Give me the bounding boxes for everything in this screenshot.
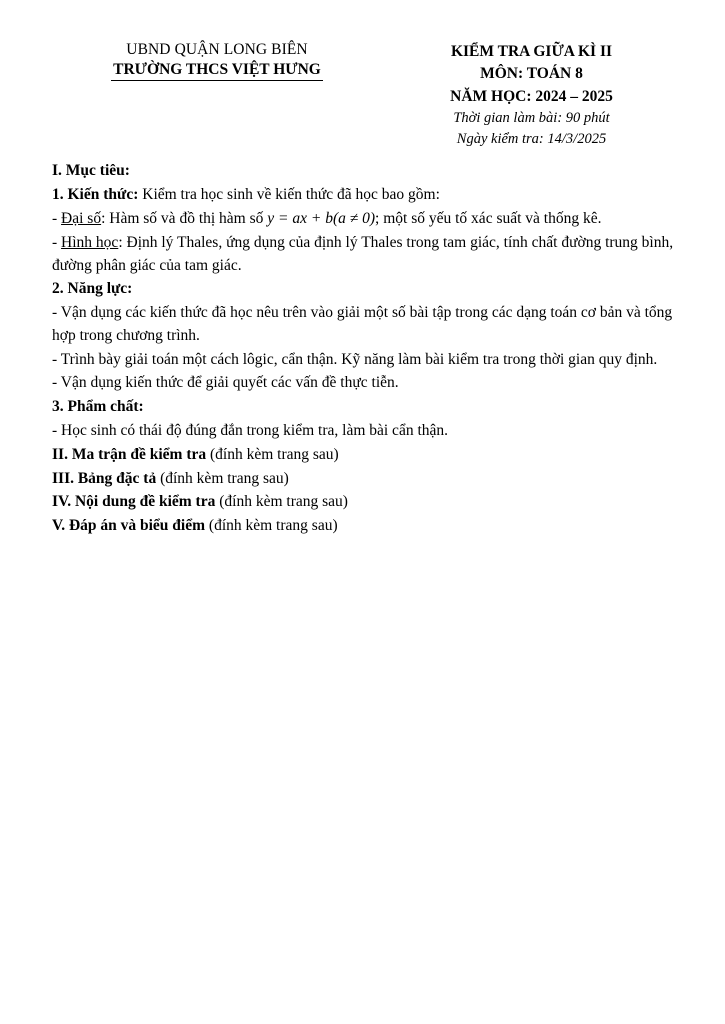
exam-date: Ngày kiểm tra: 14/3/2025 (456, 131, 607, 148)
knowledge-item (52, 184, 681, 207)
section-answers-note: (đính kèm trang sau) (205, 517, 338, 535)
document-body (52, 160, 681, 538)
section-matrix-label: II. Ma trận đề kiểm tra (52, 445, 207, 463)
school-name: TRƯỜNG THCS VIỆT HƯNG (111, 61, 323, 81)
bullet-dash: - (52, 210, 62, 227)
geometry-label: Hình học (61, 233, 119, 251)
competency-label: 2. Năng lực: (52, 280, 133, 298)
section-spec (52, 468, 681, 491)
algebra-text-a: : Hàm số và đồ thị hàm số (101, 210, 268, 227)
issuing-authority: UBND QUẬN LONG BIÊN (126, 41, 308, 58)
document-header (52, 38, 681, 150)
section-content-note: (đính kèm trang sau) (215, 493, 348, 511)
section-matrix (52, 444, 681, 467)
header-right-block (382, 38, 681, 150)
knowledge-label: 1. Kiến thức: (52, 186, 139, 204)
algebra-text-b: ; một số yếu tố xác suất và thống kê. (375, 210, 602, 227)
algebra-bullet (52, 208, 681, 231)
header-left-block (52, 38, 382, 81)
section-matrix-note: (đính kèm trang sau) (206, 445, 339, 463)
exam-subject: MÔN: TOÁN 8 (480, 65, 583, 83)
bullet-dash: - (52, 233, 62, 251)
exam-duration: Thời gian làm bài: 90 phút (453, 110, 610, 127)
geometry-text: : Định lý Thales, ứng dụng của định lý Thales trong tam giác, tính chất đường trung bình, đường phân giác của tam giác. (52, 233, 674, 274)
section-spec-note: (đính kèm trang sau) (156, 469, 289, 487)
section-answers-label: V. Đáp án và biểu điểm (52, 517, 206, 535)
school-year: NĂM HỌC: 2024 – 2025 (450, 87, 613, 105)
section-answers (52, 515, 681, 538)
geometry-bullet (52, 232, 681, 278)
section-spec-label: III. Bảng đặc tả (52, 469, 157, 487)
section-content (52, 491, 681, 514)
knowledge-text: Kiểm tra học sinh về kiến thức đã học bao gồm: (142, 186, 440, 204)
section-objectives-title: I. Mục tiêu: (52, 162, 130, 180)
competency-bullet-1: - Vận dụng các kiến thức đã học nêu trên vào giải một số bài tập trong các dạng toán cơ bản và tổng hợp trong chương trình. (52, 304, 673, 344)
algebra-formula: y = ax + b(a ≠ 0) (267, 210, 376, 227)
quality-label: 3. Phẩm chất: (52, 398, 144, 416)
algebra-label: Đại số (61, 210, 102, 227)
competency-bullet-3: - Vận dụng kiến thức để giải quyết các vấn đề thực tiễn. (52, 374, 399, 392)
section-content-label: IV. Nội dung đề kiểm tra (52, 493, 216, 511)
exam-title: KIỂM TRA GIỮA KÌ II (450, 43, 613, 60)
quality-bullet-1: - Học sinh có thái độ đúng đắn trong kiểm tra, làm bài cẩn thận. (52, 422, 449, 440)
competency-bullet-2: - Trình bày giải toán một cách lôgic, cẩn thận. Kỹ năng làm bài kiểm tra trong thời gian quy định. (52, 350, 658, 368)
